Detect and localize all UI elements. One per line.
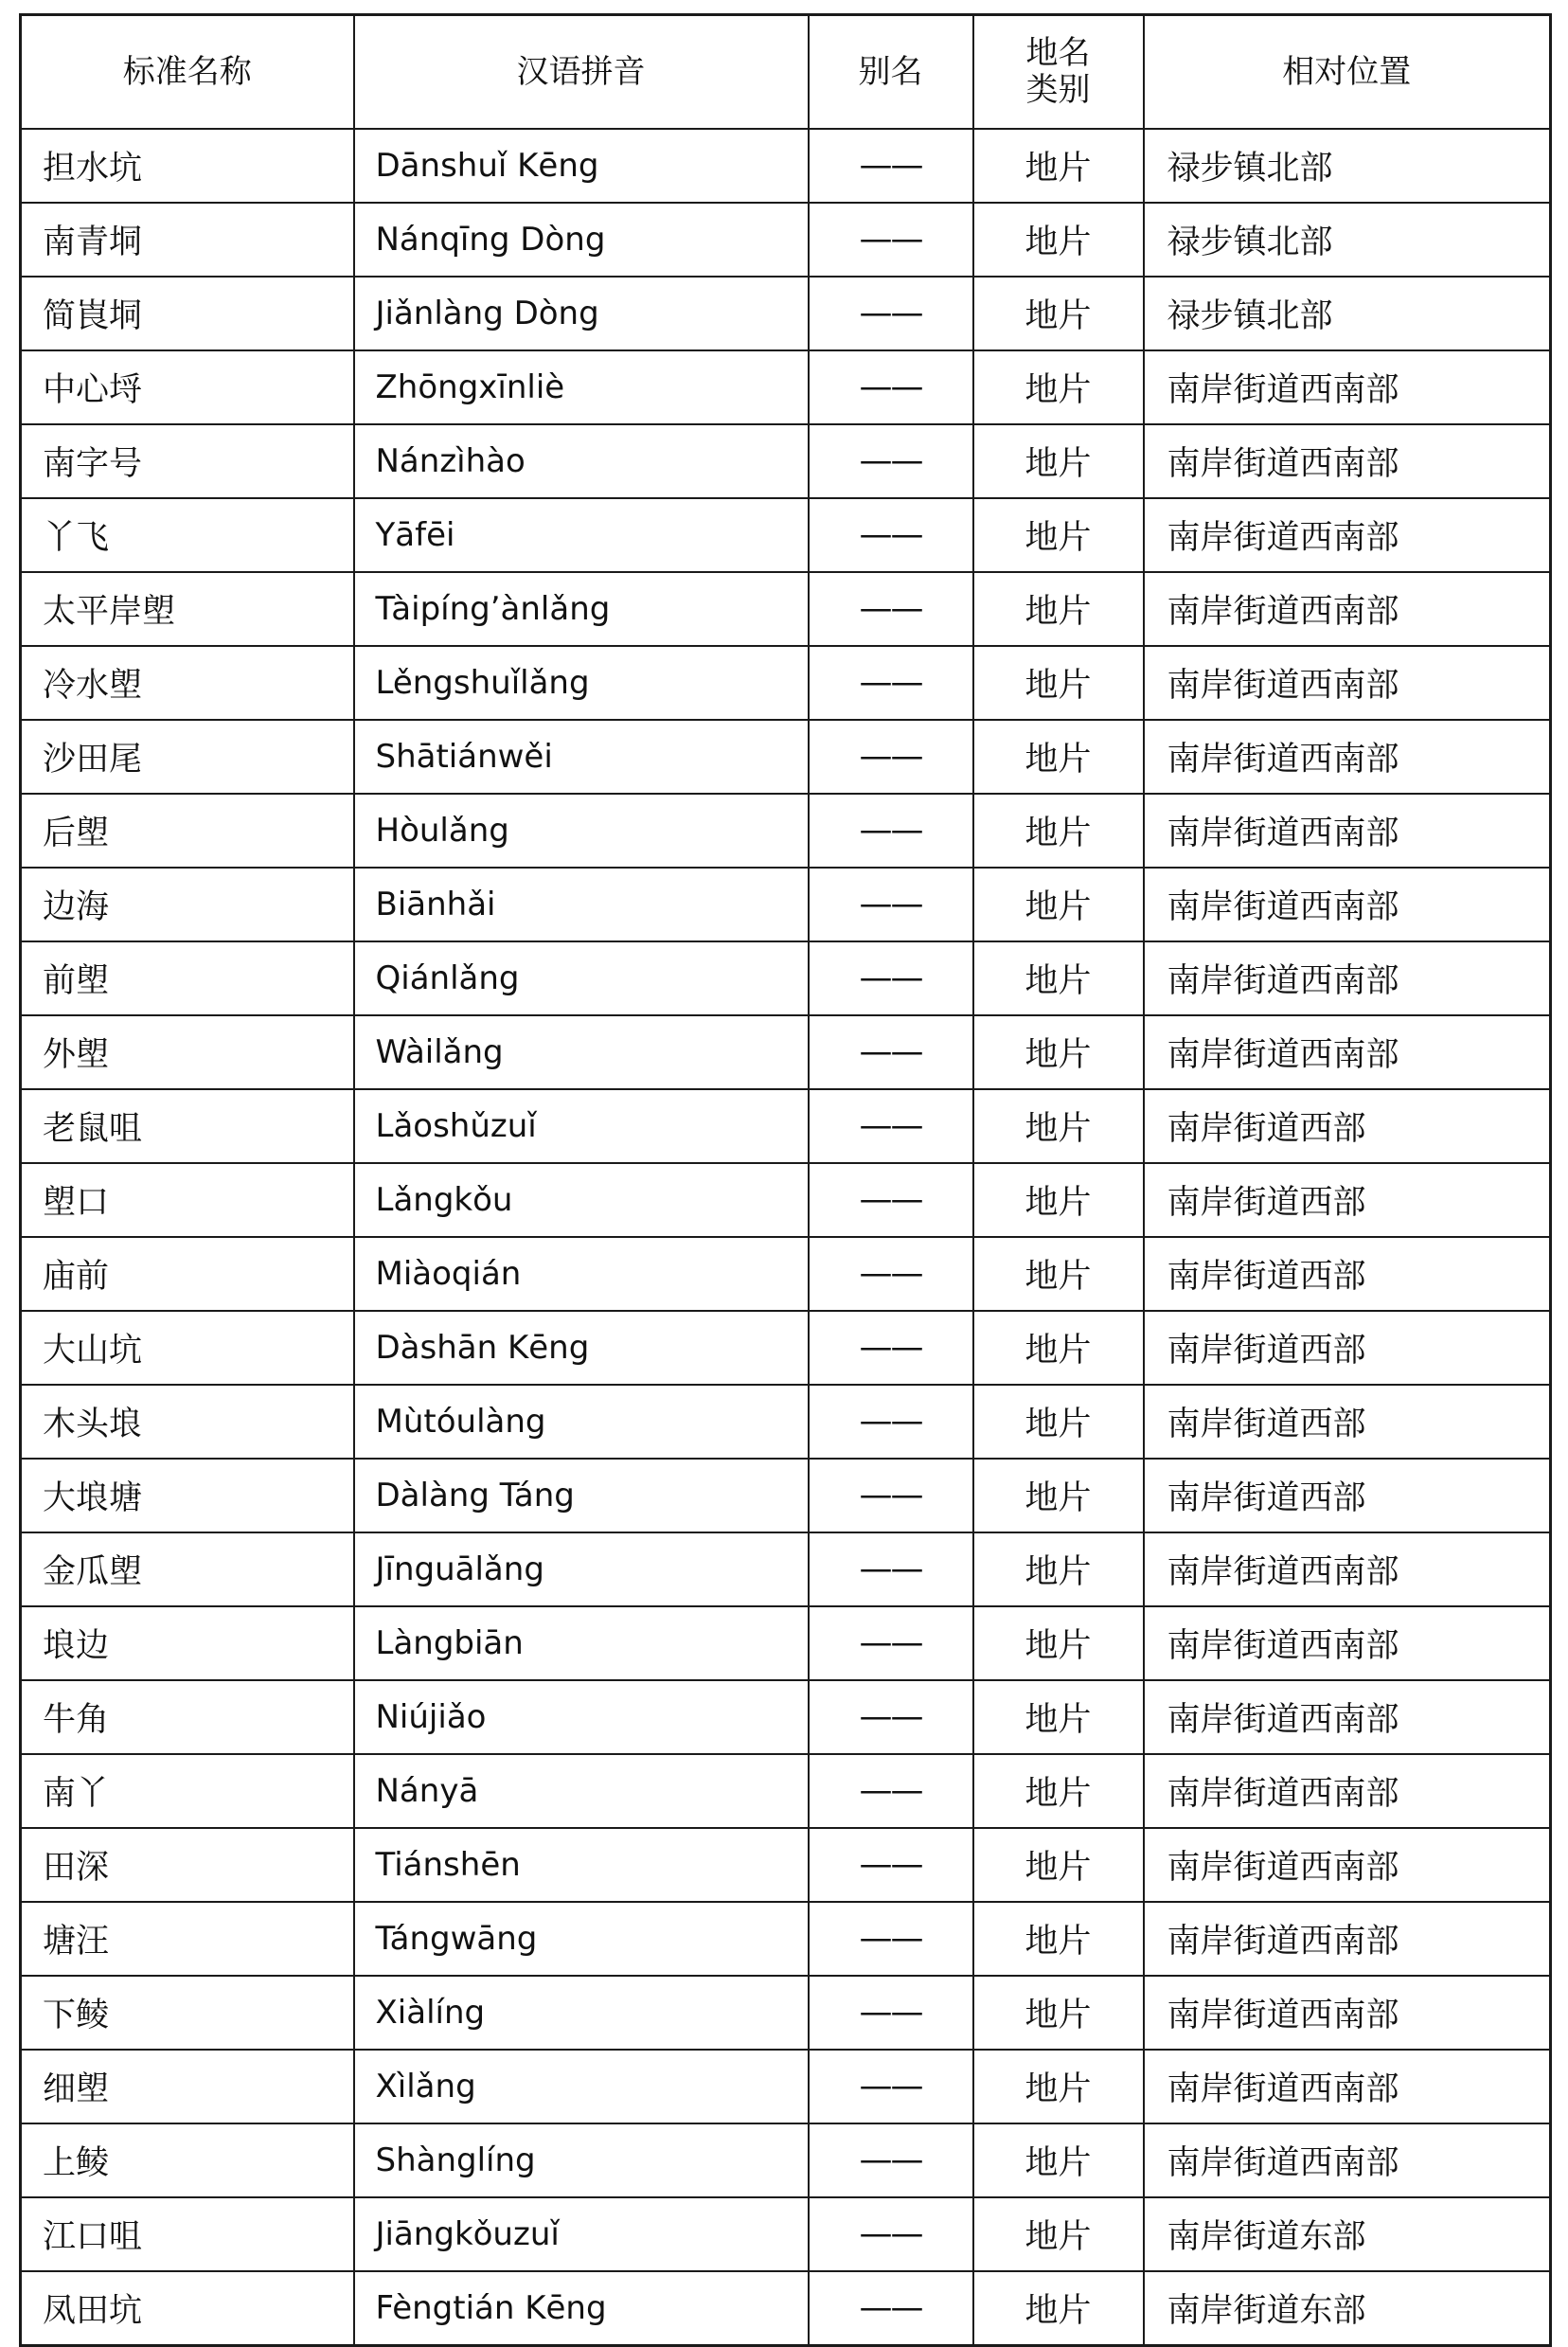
- table-header-row: [21, 15, 1551, 130]
- cell-relative-position: 禄步镇北部: [1144, 203, 1551, 277]
- table-row: [21, 1680, 1551, 1754]
- cell-alias: ——: [809, 1015, 973, 1089]
- cell-standard-name: 老鼠咀: [21, 1089, 354, 1163]
- cell-relative-position: 南岸街道西南部: [1144, 646, 1551, 720]
- cell-category: 地片: [973, 941, 1144, 1015]
- header-category: 地名类别: [973, 15, 1144, 130]
- cell-pinyin: Qiánlǎng: [354, 941, 809, 1015]
- cell-category: 地片: [973, 1754, 1144, 1828]
- cell-relative-position: 南岸街道西南部: [1144, 1828, 1551, 1902]
- header-relative-position: 相对位置: [1144, 15, 1551, 130]
- cell-alias: ——: [809, 1976, 973, 2050]
- cell-alias: ——: [809, 498, 973, 572]
- cell-category: 地片: [973, 1459, 1144, 1532]
- header-pinyin: 汉语拼音: [354, 15, 809, 130]
- cell-category: 地片: [973, 1976, 1144, 2050]
- table-row: [21, 1902, 1551, 1976]
- cell-relative-position: 南岸街道西部: [1144, 1163, 1551, 1237]
- table-row: [21, 1606, 1551, 1680]
- cell-alias: ——: [809, 1754, 973, 1828]
- table-row: [21, 1237, 1551, 1311]
- cell-pinyin: Jīnguālǎng: [354, 1532, 809, 1606]
- cell-standard-name: 南青垌: [21, 203, 354, 277]
- cell-standard-name: 江口咀: [21, 2197, 354, 2271]
- header-standard-name: 标准名称: [21, 15, 354, 130]
- cell-category: 地片: [973, 1828, 1144, 1902]
- cell-alias: ——: [809, 1532, 973, 1606]
- table-row: [21, 350, 1551, 424]
- cell-pinyin: Dàlàng Táng: [354, 1459, 809, 1532]
- cell-standard-name: 前塱: [21, 941, 354, 1015]
- table-row: [21, 1163, 1551, 1237]
- table-row: [21, 1089, 1551, 1163]
- cell-relative-position: 禄步镇北部: [1144, 129, 1551, 203]
- cell-standard-name: 埌边: [21, 1606, 354, 1680]
- cell-category: 地片: [973, 1015, 1144, 1089]
- table-row: [21, 572, 1551, 646]
- table-row: [21, 720, 1551, 794]
- cell-category: 地片: [973, 2050, 1144, 2123]
- cell-category: 地片: [973, 277, 1144, 350]
- cell-alias: ——: [809, 1311, 973, 1385]
- cell-category: 地片: [973, 1680, 1144, 1754]
- cell-category: 地片: [973, 498, 1144, 572]
- cell-standard-name: 凤田坑: [21, 2271, 354, 2346]
- cell-pinyin: Xìlǎng: [354, 2050, 809, 2123]
- cell-standard-name: 牛角: [21, 1680, 354, 1754]
- table-row: [21, 1828, 1551, 1902]
- cell-alias: ——: [809, 1828, 973, 1902]
- cell-pinyin: Mùtóulàng: [354, 1385, 809, 1459]
- cell-category: 地片: [973, 1237, 1144, 1311]
- cell-relative-position: 南岸街道西南部: [1144, 424, 1551, 498]
- cell-category: 地片: [973, 203, 1144, 277]
- cell-relative-position: 南岸街道西南部: [1144, 1680, 1551, 1754]
- cell-alias: ——: [809, 1385, 973, 1459]
- cell-alias: ——: [809, 1163, 973, 1237]
- table-row: [21, 1311, 1551, 1385]
- cell-standard-name: 南字号: [21, 424, 354, 498]
- cell-pinyin: Zhōngxīnliè: [354, 350, 809, 424]
- cell-pinyin: Yāfēi: [354, 498, 809, 572]
- cell-pinyin: Xiàlíng: [354, 1976, 809, 2050]
- table-body: [21, 129, 1551, 2346]
- table-row: [21, 424, 1551, 498]
- cell-relative-position: 南岸街道西南部: [1144, 1976, 1551, 2050]
- cell-pinyin: Wàilǎng: [354, 1015, 809, 1089]
- cell-relative-position: 南岸街道西南部: [1144, 2050, 1551, 2123]
- cell-relative-position: 南岸街道西部: [1144, 1459, 1551, 1532]
- cell-alias: ——: [809, 572, 973, 646]
- cell-category: 地片: [973, 1606, 1144, 1680]
- cell-standard-name: 金瓜塱: [21, 1532, 354, 1606]
- cell-alias: ——: [809, 1237, 973, 1311]
- cell-standard-name: 担水坑: [21, 129, 354, 203]
- cell-standard-name: 上鲮: [21, 2123, 354, 2197]
- table-row: [21, 2197, 1551, 2271]
- cell-pinyin: Dàshān Kēng: [354, 1311, 809, 1385]
- cell-category: 地片: [973, 1385, 1144, 1459]
- cell-category: 地片: [973, 129, 1144, 203]
- cell-alias: ——: [809, 2271, 973, 2346]
- table-row: [21, 1532, 1551, 1606]
- cell-standard-name: 塱口: [21, 1163, 354, 1237]
- table-row: [21, 277, 1551, 350]
- cell-alias: ——: [809, 277, 973, 350]
- table-row: [21, 794, 1551, 868]
- table-row: [21, 498, 1551, 572]
- cell-relative-position: 南岸街道西南部: [1144, 941, 1551, 1015]
- cell-alias: ——: [809, 350, 973, 424]
- cell-relative-position: 南岸街道西南部: [1144, 1754, 1551, 1828]
- cell-category: 地片: [973, 1902, 1144, 1976]
- cell-relative-position: 南岸街道西南部: [1144, 350, 1551, 424]
- cell-pinyin: Dānshuǐ Kēng: [354, 129, 809, 203]
- cell-standard-name: 太平岸塱: [21, 572, 354, 646]
- cell-pinyin: Làngbiān: [354, 1606, 809, 1680]
- cell-standard-name: 下鲮: [21, 1976, 354, 2050]
- cell-alias: ——: [809, 2050, 973, 2123]
- cell-standard-name: 大埌塘: [21, 1459, 354, 1532]
- cell-relative-position: 南岸街道西南部: [1144, 498, 1551, 572]
- table-row: [21, 2123, 1551, 2197]
- cell-alias: ——: [809, 941, 973, 1015]
- cell-alias: ——: [809, 868, 973, 941]
- cell-relative-position: 南岸街道西南部: [1144, 2123, 1551, 2197]
- cell-category: 地片: [973, 424, 1144, 498]
- cell-category: 地片: [973, 794, 1144, 868]
- cell-alias: ——: [809, 424, 973, 498]
- cell-standard-name: 中心埒: [21, 350, 354, 424]
- cell-category: 地片: [973, 572, 1144, 646]
- cell-relative-position: 南岸街道西南部: [1144, 720, 1551, 794]
- cell-relative-position: 禄步镇北部: [1144, 277, 1551, 350]
- table-row: [21, 203, 1551, 277]
- cell-standard-name: 木头埌: [21, 1385, 354, 1459]
- cell-category: 地片: [973, 720, 1144, 794]
- cell-standard-name: 庙前: [21, 1237, 354, 1311]
- cell-pinyin: Nánqīng Dòng: [354, 203, 809, 277]
- cell-standard-name: 外塱: [21, 1015, 354, 1089]
- cell-standard-name: 简崀垌: [21, 277, 354, 350]
- cell-pinyin: Lǎngkǒu: [354, 1163, 809, 1237]
- cell-relative-position: 南岸街道西南部: [1144, 868, 1551, 941]
- table-row: [21, 868, 1551, 941]
- cell-standard-name: 后塱: [21, 794, 354, 868]
- cell-relative-position: 南岸街道西南部: [1144, 1532, 1551, 1606]
- cell-pinyin: Biānhǎi: [354, 868, 809, 941]
- cell-standard-name: 细塱: [21, 2050, 354, 2123]
- cell-category: 地片: [973, 2197, 1144, 2271]
- cell-alias: ——: [809, 794, 973, 868]
- cell-pinyin: Shànglíng: [354, 2123, 809, 2197]
- header-alias: 别名: [809, 15, 973, 130]
- cell-standard-name: 边海: [21, 868, 354, 941]
- cell-alias: ——: [809, 646, 973, 720]
- cell-pinyin: Fèngtián Kēng: [354, 2271, 809, 2346]
- cell-pinyin: Niújiǎo: [354, 1680, 809, 1754]
- cell-relative-position: 南岸街道西部: [1144, 1237, 1551, 1311]
- cell-pinyin: Jiǎnlàng Dòng: [354, 277, 809, 350]
- cell-category: 地片: [973, 1163, 1144, 1237]
- cell-alias: ——: [809, 129, 973, 203]
- cell-relative-position: 南岸街道西南部: [1144, 572, 1551, 646]
- cell-relative-position: 南岸街道东部: [1144, 2197, 1551, 2271]
- cell-pinyin: Lěngshuǐlǎng: [354, 646, 809, 720]
- cell-pinyin: Miàoqián: [354, 1237, 809, 1311]
- cell-pinyin: Nánzìhào: [354, 424, 809, 498]
- cell-pinyin: Tiánshēn: [354, 1828, 809, 1902]
- cell-alias: ——: [809, 2123, 973, 2197]
- cell-relative-position: 南岸街道西部: [1144, 1089, 1551, 1163]
- cell-category: 地片: [973, 868, 1144, 941]
- cell-category: 地片: [973, 350, 1144, 424]
- cell-standard-name: 冷水塱: [21, 646, 354, 720]
- cell-relative-position: 南岸街道东部: [1144, 2271, 1551, 2346]
- cell-alias: ——: [809, 1902, 973, 1976]
- cell-pinyin: Nányā: [354, 1754, 809, 1828]
- cell-standard-name: 田深: [21, 1828, 354, 1902]
- table-row: [21, 1385, 1551, 1459]
- table-row: [21, 1015, 1551, 1089]
- cell-relative-position: 南岸街道西部: [1144, 1311, 1551, 1385]
- cell-alias: ——: [809, 203, 973, 277]
- table-row: [21, 646, 1551, 720]
- cell-standard-name: 大山坑: [21, 1311, 354, 1385]
- cell-alias: ——: [809, 720, 973, 794]
- cell-category: 地片: [973, 1089, 1144, 1163]
- cell-pinyin: Shātiánwěi: [354, 720, 809, 794]
- cell-category: 地片: [973, 646, 1144, 720]
- cell-relative-position: 南岸街道西南部: [1144, 1606, 1551, 1680]
- cell-category: 地片: [973, 1311, 1144, 1385]
- cell-pinyin: Hòulǎng: [354, 794, 809, 868]
- table-row: [21, 2271, 1551, 2346]
- cell-pinyin: Tàipíng’ànlǎng: [354, 572, 809, 646]
- cell-pinyin: Tángwāng: [354, 1902, 809, 1976]
- cell-alias: ——: [809, 1606, 973, 1680]
- cell-alias: ——: [809, 2197, 973, 2271]
- cell-standard-name: 沙田尾: [21, 720, 354, 794]
- cell-pinyin: Lǎoshǔzuǐ: [354, 1089, 809, 1163]
- cell-standard-name: 丫飞: [21, 498, 354, 572]
- cell-relative-position: 南岸街道西南部: [1144, 794, 1551, 868]
- place-names-table: [19, 13, 1552, 2347]
- cell-alias: ——: [809, 1089, 973, 1163]
- table-row: [21, 1754, 1551, 1828]
- cell-category: 地片: [973, 1532, 1144, 1606]
- table-row: [21, 129, 1551, 203]
- cell-alias: ——: [809, 1459, 973, 1532]
- table-row: [21, 941, 1551, 1015]
- table-row: [21, 1459, 1551, 1532]
- table-row: [21, 1976, 1551, 2050]
- cell-category: 地片: [973, 2123, 1144, 2197]
- cell-standard-name: 塘汪: [21, 1902, 354, 1976]
- cell-category: 地片: [973, 2271, 1144, 2346]
- cell-standard-name: 南丫: [21, 1754, 354, 1828]
- cell-relative-position: 南岸街道西南部: [1144, 1902, 1551, 1976]
- cell-alias: ——: [809, 1680, 973, 1754]
- table-row: [21, 2050, 1551, 2123]
- cell-relative-position: 南岸街道西南部: [1144, 1015, 1551, 1089]
- cell-relative-position: 南岸街道西部: [1144, 1385, 1551, 1459]
- cell-pinyin: Jiāngkǒuzuǐ: [354, 2197, 809, 2271]
